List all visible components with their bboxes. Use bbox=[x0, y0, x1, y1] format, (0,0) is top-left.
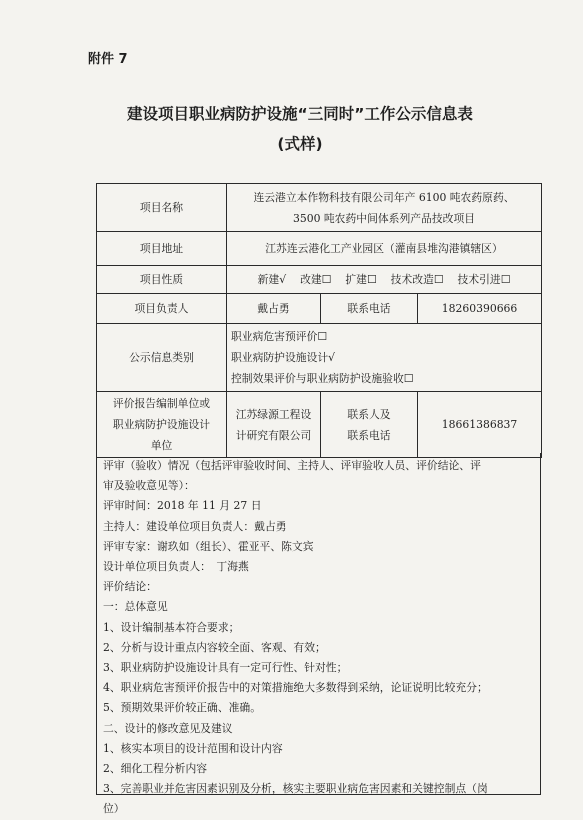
document-title: 建设项目职业病防护设施“三同时”工作公示信息表 bbox=[127, 105, 473, 123]
leader-label: 项目负责人 bbox=[97, 294, 227, 324]
row-unit bbox=[97, 392, 542, 458]
review-host: 主持人：建设单位项目负责人：戴占勇 bbox=[103, 519, 287, 533]
review-experts: 评审专家：谢玖如（组长）、霍亚平、陈文宾 bbox=[103, 539, 314, 553]
nature-option-renovation: 技术改造☐ bbox=[390, 273, 444, 286]
unit-label-line1: 评价报告编制单位或 bbox=[112, 397, 211, 410]
review-line: 4、职业病危害预评价报告中的对策措施绝大多数得到采纳，论证说明比较充分； bbox=[103, 681, 488, 695]
review-line: 评审（验收）情况（包括评审验收时间、主持人、评审验收人员、评价结论、评 bbox=[103, 459, 481, 472]
phone-label: 联系电话 bbox=[321, 294, 418, 324]
unit-label-line3: 单位 bbox=[150, 439, 173, 452]
row-category bbox=[97, 324, 542, 392]
contact-label bbox=[321, 392, 418, 458]
nature-option-rebuild: 改建☐ bbox=[300, 273, 332, 286]
category-design: 职业病防护设施设计√ bbox=[231, 351, 336, 364]
location-label: 项目地址 bbox=[97, 232, 227, 266]
project-name-line2: 3500 吨农药中间体系列产品技改项目 bbox=[292, 211, 476, 225]
category-options bbox=[227, 324, 542, 392]
document-subtitle: (式样) bbox=[277, 135, 323, 153]
nature-options bbox=[227, 266, 542, 294]
category-label: 公示信息类别 bbox=[97, 324, 227, 392]
nature-option-expand: 扩建☐ bbox=[345, 273, 377, 286]
nature-option-new: 新建√ bbox=[257, 273, 287, 286]
contact-phone: 18661386837 bbox=[418, 392, 542, 458]
nature-option-import: 技术引进☐ bbox=[457, 273, 511, 286]
review-overall-heading: 一：总体意见 bbox=[103, 600, 168, 614]
project-name-line1: 连云港立本作物科技有限公司年产 6100 吨农药原药、 bbox=[253, 190, 515, 204]
category-control-acceptance: 控制效果评价与职业病防护设施验收☐ bbox=[231, 372, 414, 385]
review-conclusion-heading: 评价结论： bbox=[103, 580, 157, 594]
unit-value bbox=[227, 392, 321, 458]
review-line: 位） bbox=[103, 802, 125, 816]
row-project-name bbox=[97, 184, 542, 232]
review-suggestions-heading: 二、设计的修改意见及建议 bbox=[103, 721, 233, 735]
review-line: 3、完善职业并危害因素识别及分析，核实主要职业病危害因素和关键控制点（岗 bbox=[103, 782, 488, 796]
review-design-leader: 设计单位项目负责人： 丁海燕 bbox=[103, 560, 249, 574]
contact-label-line2: 联系电话 bbox=[347, 428, 391, 442]
row-location bbox=[97, 232, 542, 266]
project-name-label: 项目名称 bbox=[97, 184, 227, 232]
review-time: 评审时间：2018 年 11 月 27 日 bbox=[103, 499, 262, 513]
unit-label bbox=[97, 392, 227, 458]
unit-value-line2: 计研究有限公司 bbox=[235, 428, 312, 442]
review-line: 审及验收意见等）： bbox=[103, 479, 195, 493]
row-nature bbox=[97, 266, 542, 294]
phone-value: 18260390666 bbox=[418, 294, 542, 324]
review-line: 2、分析与设计重点内容较全面、客观、有效； bbox=[103, 640, 326, 654]
project-name-value bbox=[227, 184, 542, 232]
nature-label: 项目性质 bbox=[97, 266, 227, 294]
review-section bbox=[96, 453, 541, 816]
review-line: 3、职业病防护设施设计具有一定可行性、针对性； bbox=[103, 661, 348, 675]
leader-value: 戴占勇 bbox=[227, 294, 321, 324]
info-table bbox=[96, 183, 542, 458]
row-leader bbox=[97, 294, 542, 324]
review-line: 2、细化工程分析内容 bbox=[103, 762, 208, 776]
category-pre-evaluation: 职业病危害预评价☐ bbox=[231, 330, 328, 343]
review-line: 5、预期效果评价较正确、准确。 bbox=[103, 701, 262, 715]
review-line: 1、核实本项目的设计范围和设计内容 bbox=[103, 741, 283, 755]
unit-label-line2: 职业病防护设施设计 bbox=[112, 418, 211, 431]
unit-value-line1: 江苏绿源工程设 bbox=[235, 407, 312, 421]
review-line: 1、设计编制基本符合要求； bbox=[103, 620, 240, 634]
contact-label-line1: 联系人及 bbox=[347, 407, 391, 421]
attachment-number: 附件 7 bbox=[88, 52, 128, 67]
location-value: 江苏连云港化工产业园区（灌南县堆沟港镇辖区） bbox=[227, 232, 542, 266]
